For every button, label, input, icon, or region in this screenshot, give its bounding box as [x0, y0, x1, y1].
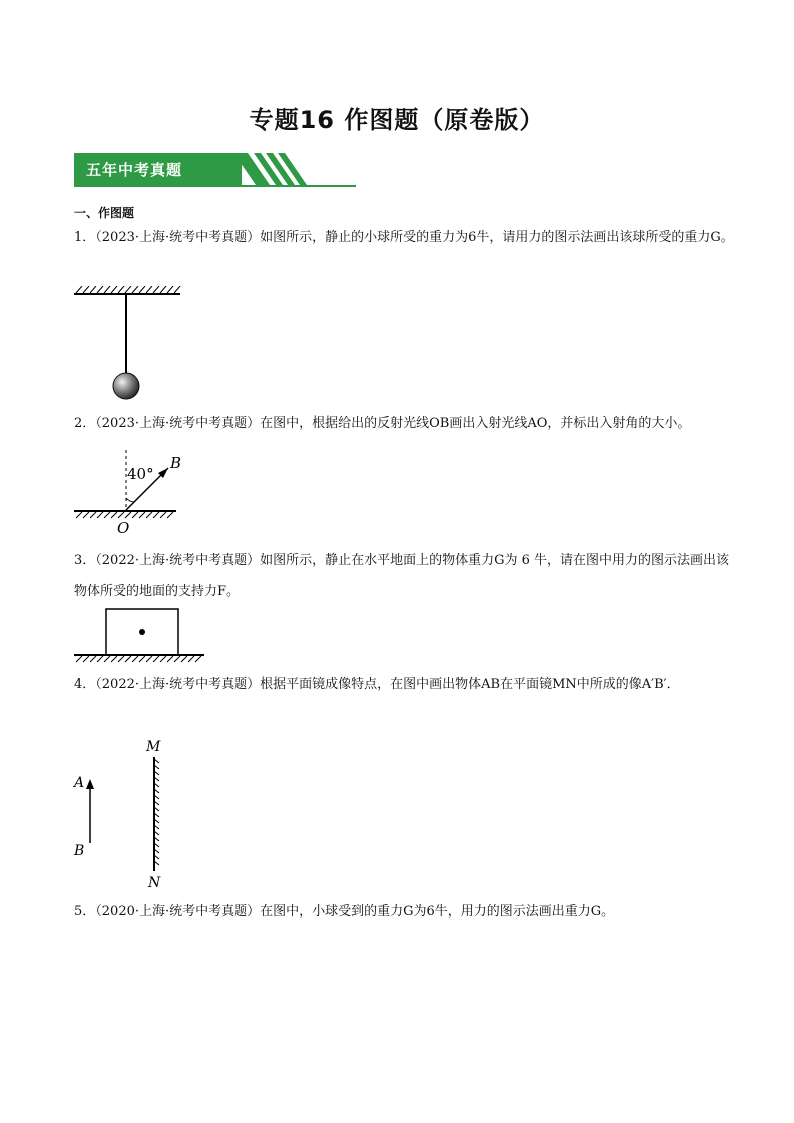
figure-reflection — [72, 448, 192, 536]
page-title: 专题16 作图题（原卷版） — [249, 106, 545, 134]
question-number: 3． — [74, 553, 96, 568]
angle-arc — [126, 498, 134, 502]
figure-block-on-ground — [72, 607, 206, 665]
question-number: 1． — [74, 230, 96, 245]
question-source: （2023·上海·统考中考真题） — [95, 416, 261, 431]
label-b: B — [170, 454, 182, 472]
label-n: N — [148, 875, 161, 891]
section-banner — [74, 153, 356, 187]
question-text: 如图所示，静止的小球所受的重力为6牛，请用力的图示法画出该球所受的重力G。 — [260, 230, 734, 245]
question-source: （2023·上海·统考中考真题） — [95, 230, 261, 245]
angle-label: 40° — [127, 465, 154, 483]
question-2 — [74, 409, 734, 439]
question-source: （2022·上海·统考中考真题） — [95, 553, 261, 568]
question-number: 2． — [74, 416, 96, 431]
ball — [113, 373, 139, 399]
center-dot — [139, 629, 145, 635]
question-number: 5． — [74, 904, 96, 919]
question-source: （2020·上海·统考中考真题） — [95, 904, 261, 919]
question-number: 4． — [74, 677, 96, 692]
question-5 — [74, 897, 734, 927]
banner-label: 五年中考真题 — [86, 161, 183, 179]
question-text: 根据平面镜成像特点，在图中画出物体AB在平面镜MN中所成的像A′B′． — [260, 677, 680, 692]
question-1 — [74, 223, 734, 253]
question-text: 在图中，小球受到的重力G为6牛，用力的图示法画出重力G。 — [260, 904, 615, 919]
question-text: 在图中，根据给出的反射光线OB画出入射光线AO，并标出入射角的大小。 — [260, 416, 691, 431]
label-b: B — [74, 843, 85, 859]
question-source: （2022·上海·统考中考真题） — [95, 677, 261, 692]
section-heading: 一、作图题 — [74, 206, 135, 220]
figure-plane-mirror — [70, 735, 180, 893]
banner-stripes — [234, 153, 334, 187]
question-3 — [74, 545, 734, 607]
question-text: 如图所示，静止在水平地面上的物体重力G为 6 牛，请在图中用力的图示法画出该物体所受的地面的支持力F。 — [74, 553, 730, 599]
ground-hatch — [76, 656, 201, 662]
label-m: M — [146, 739, 161, 755]
object-arrowhead — [86, 779, 94, 789]
ceiling-hatch — [76, 286, 180, 293]
banner-underline — [74, 185, 356, 187]
surface-hatch — [76, 512, 173, 518]
figure-hanging-ball — [72, 286, 182, 402]
label-o: O — [117, 519, 130, 536]
question-4 — [74, 669, 734, 701]
label-a: A — [74, 775, 85, 791]
